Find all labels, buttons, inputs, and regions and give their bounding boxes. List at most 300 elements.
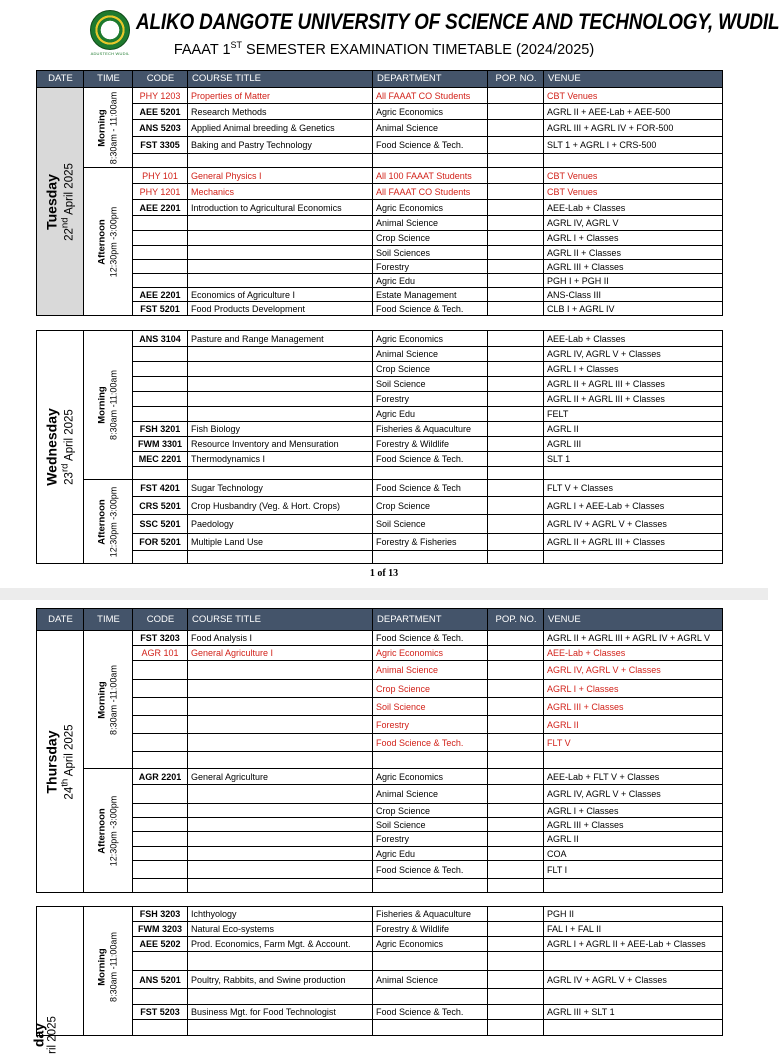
table-cell: [188, 392, 373, 407]
table-cell: [488, 246, 544, 260]
table-cell: Prod. Economics, Farm Mgt. & Account.: [188, 937, 373, 952]
table-row: [37, 752, 723, 769]
table-cell: [133, 154, 188, 168]
col-code: CODE: [133, 609, 188, 631]
table-cell: AGRL II + AEE-Lab + AEE-500: [544, 104, 723, 120]
table-cell: FST 3305: [133, 137, 188, 154]
table-cell: [188, 467, 373, 480]
table-cell: PHY 1203: [133, 88, 188, 104]
table-cell: [373, 952, 488, 971]
table-row: [37, 534, 723, 551]
table-row: [37, 769, 723, 785]
table-cell: Food Science & Tech.: [373, 1005, 488, 1020]
table-cell: FLT V + Classes: [544, 480, 723, 497]
table-cell: Soil Science: [373, 818, 488, 832]
table-cell: [488, 515, 544, 534]
table-cell: [373, 467, 488, 480]
table-cell: AGRL II: [544, 716, 723, 734]
table-cell: AGRL III + Classes: [544, 698, 723, 716]
table-cell: [133, 377, 188, 392]
session-afternoon: Afternoon 12:30pm -3:00pm: [84, 769, 133, 893]
day-name: Thursday: [43, 730, 60, 794]
table-cell: Agric Economics: [373, 937, 488, 952]
table-cell: [133, 551, 188, 564]
day-date: 24th April 2025: [59, 723, 76, 800]
session-morning: Morning 8:30am -11:00am: [84, 331, 133, 480]
table-cell: [488, 231, 544, 246]
date-cell-tuesday: [37, 88, 84, 316]
table-cell: [488, 288, 544, 302]
table-cell: ANS 5201: [133, 971, 188, 989]
table-cell: [488, 832, 544, 847]
table-cell: ANS 5203: [133, 120, 188, 137]
table-row: [37, 879, 723, 893]
table-cell: [544, 154, 723, 168]
table-row: [37, 661, 723, 680]
table-cell: [188, 818, 373, 832]
table-cell: AGRL III: [544, 437, 723, 452]
table-row: [37, 952, 723, 971]
table-cell: [488, 1020, 544, 1036]
table-cell: [133, 698, 188, 716]
table-cell: [488, 907, 544, 922]
table-cell: [488, 437, 544, 452]
table-cell: Animal Science: [373, 347, 488, 362]
table-cell: Resource Inventory and Mensuration: [188, 437, 373, 452]
table-cell: [188, 377, 373, 392]
day-date: ril 2025: [46, 1016, 59, 1054]
table-row: [37, 246, 723, 260]
table-cell: General Agriculture I: [188, 646, 373, 661]
table-cell: Forestry: [373, 392, 488, 407]
table-cell: [133, 260, 188, 274]
table-cell: Soil Science: [373, 377, 488, 392]
col-code: CODE: [133, 71, 188, 88]
table-cell: [188, 551, 373, 564]
table-row: [37, 422, 723, 437]
table-cell: [133, 785, 188, 804]
table-row: [37, 467, 723, 480]
table-cell: AEE-Lab + Classes: [544, 646, 723, 661]
table-cell: [133, 661, 188, 680]
table-cell: [544, 1020, 723, 1036]
col-time: TIME: [84, 609, 133, 631]
table-cell: Applied Animal breeding & Genetics: [188, 120, 373, 137]
table-row: [37, 832, 723, 847]
table-cell: [488, 646, 544, 661]
table-cell: AGRL II + AGRL III + Classes: [544, 534, 723, 551]
table-cell: [488, 480, 544, 497]
table-cell: [488, 698, 544, 716]
table-cell: All FAAAT CO Students: [373, 88, 488, 104]
table-cell: Animal Science: [373, 785, 488, 804]
table-row: [37, 407, 723, 422]
table-cell: Forestry: [373, 260, 488, 274]
table-cell: [488, 769, 544, 785]
table-cell: [488, 407, 544, 422]
table-cell: [488, 200, 544, 216]
table-cell: [544, 989, 723, 1005]
table-cell: PGH II: [544, 907, 723, 922]
table-cell: [133, 392, 188, 407]
table-cell: [188, 347, 373, 362]
table-row: [37, 168, 723, 184]
table-cell: Food Science & Tech.: [373, 734, 488, 752]
table-cell: [133, 847, 188, 861]
table-cell: Agric Edu: [373, 847, 488, 861]
table-cell: [544, 551, 723, 564]
table-cell: [488, 879, 544, 893]
table-cell: Economics of Agriculture I: [188, 288, 373, 302]
table-row: [37, 392, 723, 407]
table-cell: AGRL I + Classes: [544, 680, 723, 698]
table-cell: [488, 184, 544, 200]
table-cell: Agric Edu: [373, 274, 488, 288]
table-header-row: [37, 71, 723, 88]
table-row: [37, 515, 723, 534]
table-cell: FWM 3203: [133, 922, 188, 937]
table-cell: PHY 101: [133, 168, 188, 184]
col-date: DATE: [37, 609, 84, 631]
table-cell: AEE 5201: [133, 104, 188, 120]
table-cell: CLB I + AGRL IV: [544, 302, 723, 316]
table-cell: CBT Venues: [544, 168, 723, 184]
table-cell: Food Science & Tech: [373, 480, 488, 497]
table-cell: Forestry & Wildlife: [373, 437, 488, 452]
table-cell: [133, 274, 188, 288]
table-cell: [488, 989, 544, 1005]
table-header-row: [37, 609, 723, 631]
session-afternoon: Afternoon 12:30pm -3:00pm: [84, 168, 133, 316]
date-cell-friday: [30, 907, 84, 1054]
table-cell: [488, 847, 544, 861]
table-cell: [133, 1020, 188, 1036]
table-cell: [133, 362, 188, 377]
table-cell: [488, 937, 544, 952]
table-row: [37, 497, 723, 515]
table-cell: [133, 952, 188, 971]
table-cell: [188, 879, 373, 893]
table-cell: [488, 377, 544, 392]
table-cell: All FAAAT CO Students: [373, 184, 488, 200]
table-cell: Forestry & Wildlife: [373, 922, 488, 937]
table-cell: MEC 2201: [133, 452, 188, 467]
table-cell: FST 5201: [133, 302, 188, 316]
table-row: [37, 989, 723, 1005]
table-cell: [133, 467, 188, 480]
table-cell: FLT I: [544, 861, 723, 879]
table-cell: Soil Science: [373, 515, 488, 534]
table-cell: Baking and Pastry Technology: [188, 137, 373, 154]
table-cell: [488, 922, 544, 937]
table-cell: AEE-Lab + Classes: [544, 200, 723, 216]
table-cell: [488, 861, 544, 879]
table-cell: [188, 154, 373, 168]
table-cell: AGRL III + Classes: [544, 818, 723, 832]
table-cell: Food Analysis I: [188, 631, 373, 646]
date-cell-wednesday: [37, 331, 84, 564]
table-cell: [488, 551, 544, 564]
table-row: [37, 137, 723, 154]
table-cell: [488, 1005, 544, 1020]
table-cell: Fish Biology: [188, 422, 373, 437]
table-cell: AGRL IV, AGRL V + Classes: [544, 661, 723, 680]
table-cell: [188, 661, 373, 680]
table-cell: AGRL II: [544, 422, 723, 437]
table-cell: AGRL I + Classes: [544, 362, 723, 377]
table-cell: ANS 3104: [133, 331, 188, 347]
table-row: [37, 104, 723, 120]
table-cell: Thermodynamics I: [188, 452, 373, 467]
table-row: [37, 785, 723, 804]
table-cell: [188, 989, 373, 1005]
table-cell: [488, 154, 544, 168]
table-cell: Food Products Development: [188, 302, 373, 316]
day-name: Tuesday: [43, 173, 60, 230]
table-cell: AGRL IV, AGRL V + Classes: [544, 785, 723, 804]
table-cell: Animal Science: [373, 971, 488, 989]
table-cell: [488, 534, 544, 551]
table-cell: [373, 989, 488, 1005]
table-row: [37, 88, 723, 104]
table-cell: Properties of Matter: [188, 88, 373, 104]
table-row: [37, 347, 723, 362]
table-cell: [133, 989, 188, 1005]
table-cell: AGRL I + AEE-Lab + Classes: [544, 497, 723, 515]
table-cell: Soil Science: [373, 698, 488, 716]
table-cell: AGRL III + SLT 1: [544, 1005, 723, 1020]
table-row: [37, 120, 723, 137]
table-cell: AGRL III + AGRL IV + FOR-500: [544, 120, 723, 137]
table-cell: [488, 168, 544, 184]
table-row: [37, 260, 723, 274]
table-row: [37, 818, 723, 832]
col-pop-no: POP. NO.: [488, 71, 544, 88]
day-date: 22nd April 2025: [59, 162, 76, 241]
session-morning: Morning 8:30am -11:00am: [84, 631, 133, 769]
table-cell: CBT Venues: [544, 88, 723, 104]
table-row: [37, 937, 723, 952]
table-cell: [488, 302, 544, 316]
document-header: [0, 0, 779, 66]
table-cell: Food Science & Tech.: [373, 631, 488, 646]
table-cell: Agric Economics: [373, 200, 488, 216]
table-row: [37, 847, 723, 861]
table-cell: FLT V: [544, 734, 723, 752]
table-cell: CRS 5201: [133, 497, 188, 515]
table-cell: Research Methods: [188, 104, 373, 120]
table-cell: Forestry: [373, 832, 488, 847]
table-row: [37, 362, 723, 377]
table-cell: Agric Economics: [373, 104, 488, 120]
session-afternoon: Afternoon 12:30pm -3:00pm: [84, 480, 133, 564]
page-separator: [0, 588, 768, 600]
table-row: [37, 480, 723, 497]
timetable-page-2-friday: [30, 906, 723, 1054]
table-row: [37, 804, 723, 818]
table-cell: AGRL III + Classes: [544, 260, 723, 274]
col-time: TIME: [84, 71, 133, 88]
table-row: [37, 734, 723, 752]
table-cell: Food Science & Tech.: [373, 452, 488, 467]
table-cell: [488, 661, 544, 680]
table-cell: [188, 752, 373, 769]
table-cell: [488, 734, 544, 752]
table-cell: [488, 680, 544, 698]
table-cell: Paedology: [188, 515, 373, 534]
table-cell: [133, 680, 188, 698]
table-cell: Business Mgt. for Food Technologist: [188, 1005, 373, 1020]
table-cell: AGRL II + Classes: [544, 246, 723, 260]
page-number: 1 of 13: [369, 568, 399, 579]
table-cell: [488, 362, 544, 377]
table-cell: [488, 452, 544, 467]
table-cell: Animal Science: [373, 661, 488, 680]
table-cell: Agric Economics: [373, 769, 488, 785]
table-cell: [488, 347, 544, 362]
table-cell: [488, 804, 544, 818]
table-row: [37, 971, 723, 989]
table-cell: [488, 104, 544, 120]
table-cell: Crop Science: [373, 680, 488, 698]
table-cell: Ichthyology: [188, 907, 373, 922]
table-cell: Forestry & Fisheries: [373, 534, 488, 551]
col-department: DEPARTMENT: [373, 71, 488, 88]
table-cell: Poultry, Rabbits, and Swine production: [188, 971, 373, 989]
table-cell: AEE-Lab + FLT V + Classes: [544, 769, 723, 785]
table-cell: CBT Venues: [544, 184, 723, 200]
table-cell: AGR 101: [133, 646, 188, 661]
timetable-title: FAAAT 1ST SEMESTER EXAMINATION TIMETABLE (2024/2025): [173, 40, 595, 58]
table-cell: [188, 216, 373, 231]
table-cell: [188, 861, 373, 879]
table-cell: [373, 752, 488, 769]
table-cell: [488, 260, 544, 274]
table-cell: [188, 407, 373, 422]
table-row: [37, 377, 723, 392]
table-row: [37, 1020, 723, 1036]
table-cell: FELT: [544, 407, 723, 422]
table-cell: AEE 2201: [133, 200, 188, 216]
table-cell: AGRL II: [544, 832, 723, 847]
day-name: Wednesday: [43, 408, 60, 486]
table-cell: FSH 3203: [133, 907, 188, 922]
col-venue: VENUE: [544, 71, 723, 88]
table-cell: [373, 551, 488, 564]
table-row: [37, 646, 723, 661]
table-cell: Multiple Land Use: [188, 534, 373, 551]
logo-caption: ADUSTECH WUDIL: [90, 51, 130, 56]
table-row: [37, 907, 723, 922]
table-cell: [188, 1020, 373, 1036]
table-cell: Natural Eco-systems: [188, 922, 373, 937]
table-cell: AGRL I + Classes: [544, 804, 723, 818]
table-cell: AGRL II + AGRL III + Classes: [544, 377, 723, 392]
table-cell: AGRL IV + AGRL V + Classes: [544, 515, 723, 534]
table-cell: Fisheries & Aquaculture: [373, 422, 488, 437]
table-cell: AEE 2201: [133, 288, 188, 302]
table-cell: Crop Husbandry (Veg. & Hort. Crops): [188, 497, 373, 515]
table-cell: [133, 861, 188, 879]
table-row: [37, 1005, 723, 1020]
table-cell: [133, 716, 188, 734]
table-cell: [488, 392, 544, 407]
table-cell: All 100 FAAAT Students: [373, 168, 488, 184]
table-cell: [188, 832, 373, 847]
table-cell: AGRL I + Classes: [544, 231, 723, 246]
table-cell: AGRL II + AGRL III + AGRL IV + AGRL V: [544, 631, 723, 646]
table-cell: [188, 952, 373, 971]
table-cell: [133, 216, 188, 231]
table-cell: [488, 137, 544, 154]
table-cell: PGH I + PGH II: [544, 274, 723, 288]
table-cell: [133, 246, 188, 260]
table-row: [37, 200, 723, 216]
table-cell: [488, 331, 544, 347]
table-row: [37, 922, 723, 937]
table-cell: [188, 274, 373, 288]
table-row: [37, 680, 723, 698]
table-cell: [188, 698, 373, 716]
table-cell: Pasture and Range Management: [188, 331, 373, 347]
table-row: [37, 452, 723, 467]
table-cell: AGRL IV, AGRL V: [544, 216, 723, 231]
table-row: [37, 861, 723, 879]
table-cell: FWM 3301: [133, 437, 188, 452]
table-cell: Crop Science: [373, 231, 488, 246]
timetable-page-1-wednesday: [36, 330, 723, 564]
date-cell-thursday: [37, 631, 84, 893]
table-row: [37, 631, 723, 646]
table-cell: Animal Science: [373, 216, 488, 231]
table-cell: [188, 804, 373, 818]
table-cell: [488, 216, 544, 231]
table-cell: [188, 680, 373, 698]
table-row: [37, 331, 723, 347]
table-cell: [373, 154, 488, 168]
table-cell: FST 5203: [133, 1005, 188, 1020]
col-department: DEPARTMENT: [373, 609, 488, 631]
table-cell: Food Science & Tech.: [373, 861, 488, 879]
table-cell: COA: [544, 847, 723, 861]
table-cell: [188, 246, 373, 260]
table-cell: [488, 274, 544, 288]
table-cell: Crop Science: [373, 362, 488, 377]
table-row: [37, 698, 723, 716]
table-cell: Forestry: [373, 716, 488, 734]
table-cell: Food Science & Tech.: [373, 302, 488, 316]
table-cell: [373, 1020, 488, 1036]
table-cell: Soil Sciences: [373, 246, 488, 260]
col-course-title: COURSE TITLE: [188, 609, 373, 631]
table-cell: [188, 362, 373, 377]
table-cell: Agric Economics: [373, 646, 488, 661]
table-row: [37, 302, 723, 316]
table-cell: FSH 3201: [133, 422, 188, 437]
table-cell: AGRL II + AGRL III + Classes: [544, 392, 723, 407]
table-cell: [188, 847, 373, 861]
table-cell: AGRL IV, AGRL V + Classes: [544, 347, 723, 362]
table-cell: AGRL IV + AGRL V + Classes: [544, 971, 723, 989]
table-cell: [488, 467, 544, 480]
table-cell: [188, 260, 373, 274]
day-name: day: [30, 1022, 47, 1048]
table-cell: SSC 5201: [133, 515, 188, 534]
table-cell: Crop Science: [373, 497, 488, 515]
table-cell: [544, 879, 723, 893]
table-cell: [488, 497, 544, 515]
session-morning: Morning 8:30am -11:00am: [84, 907, 133, 1036]
